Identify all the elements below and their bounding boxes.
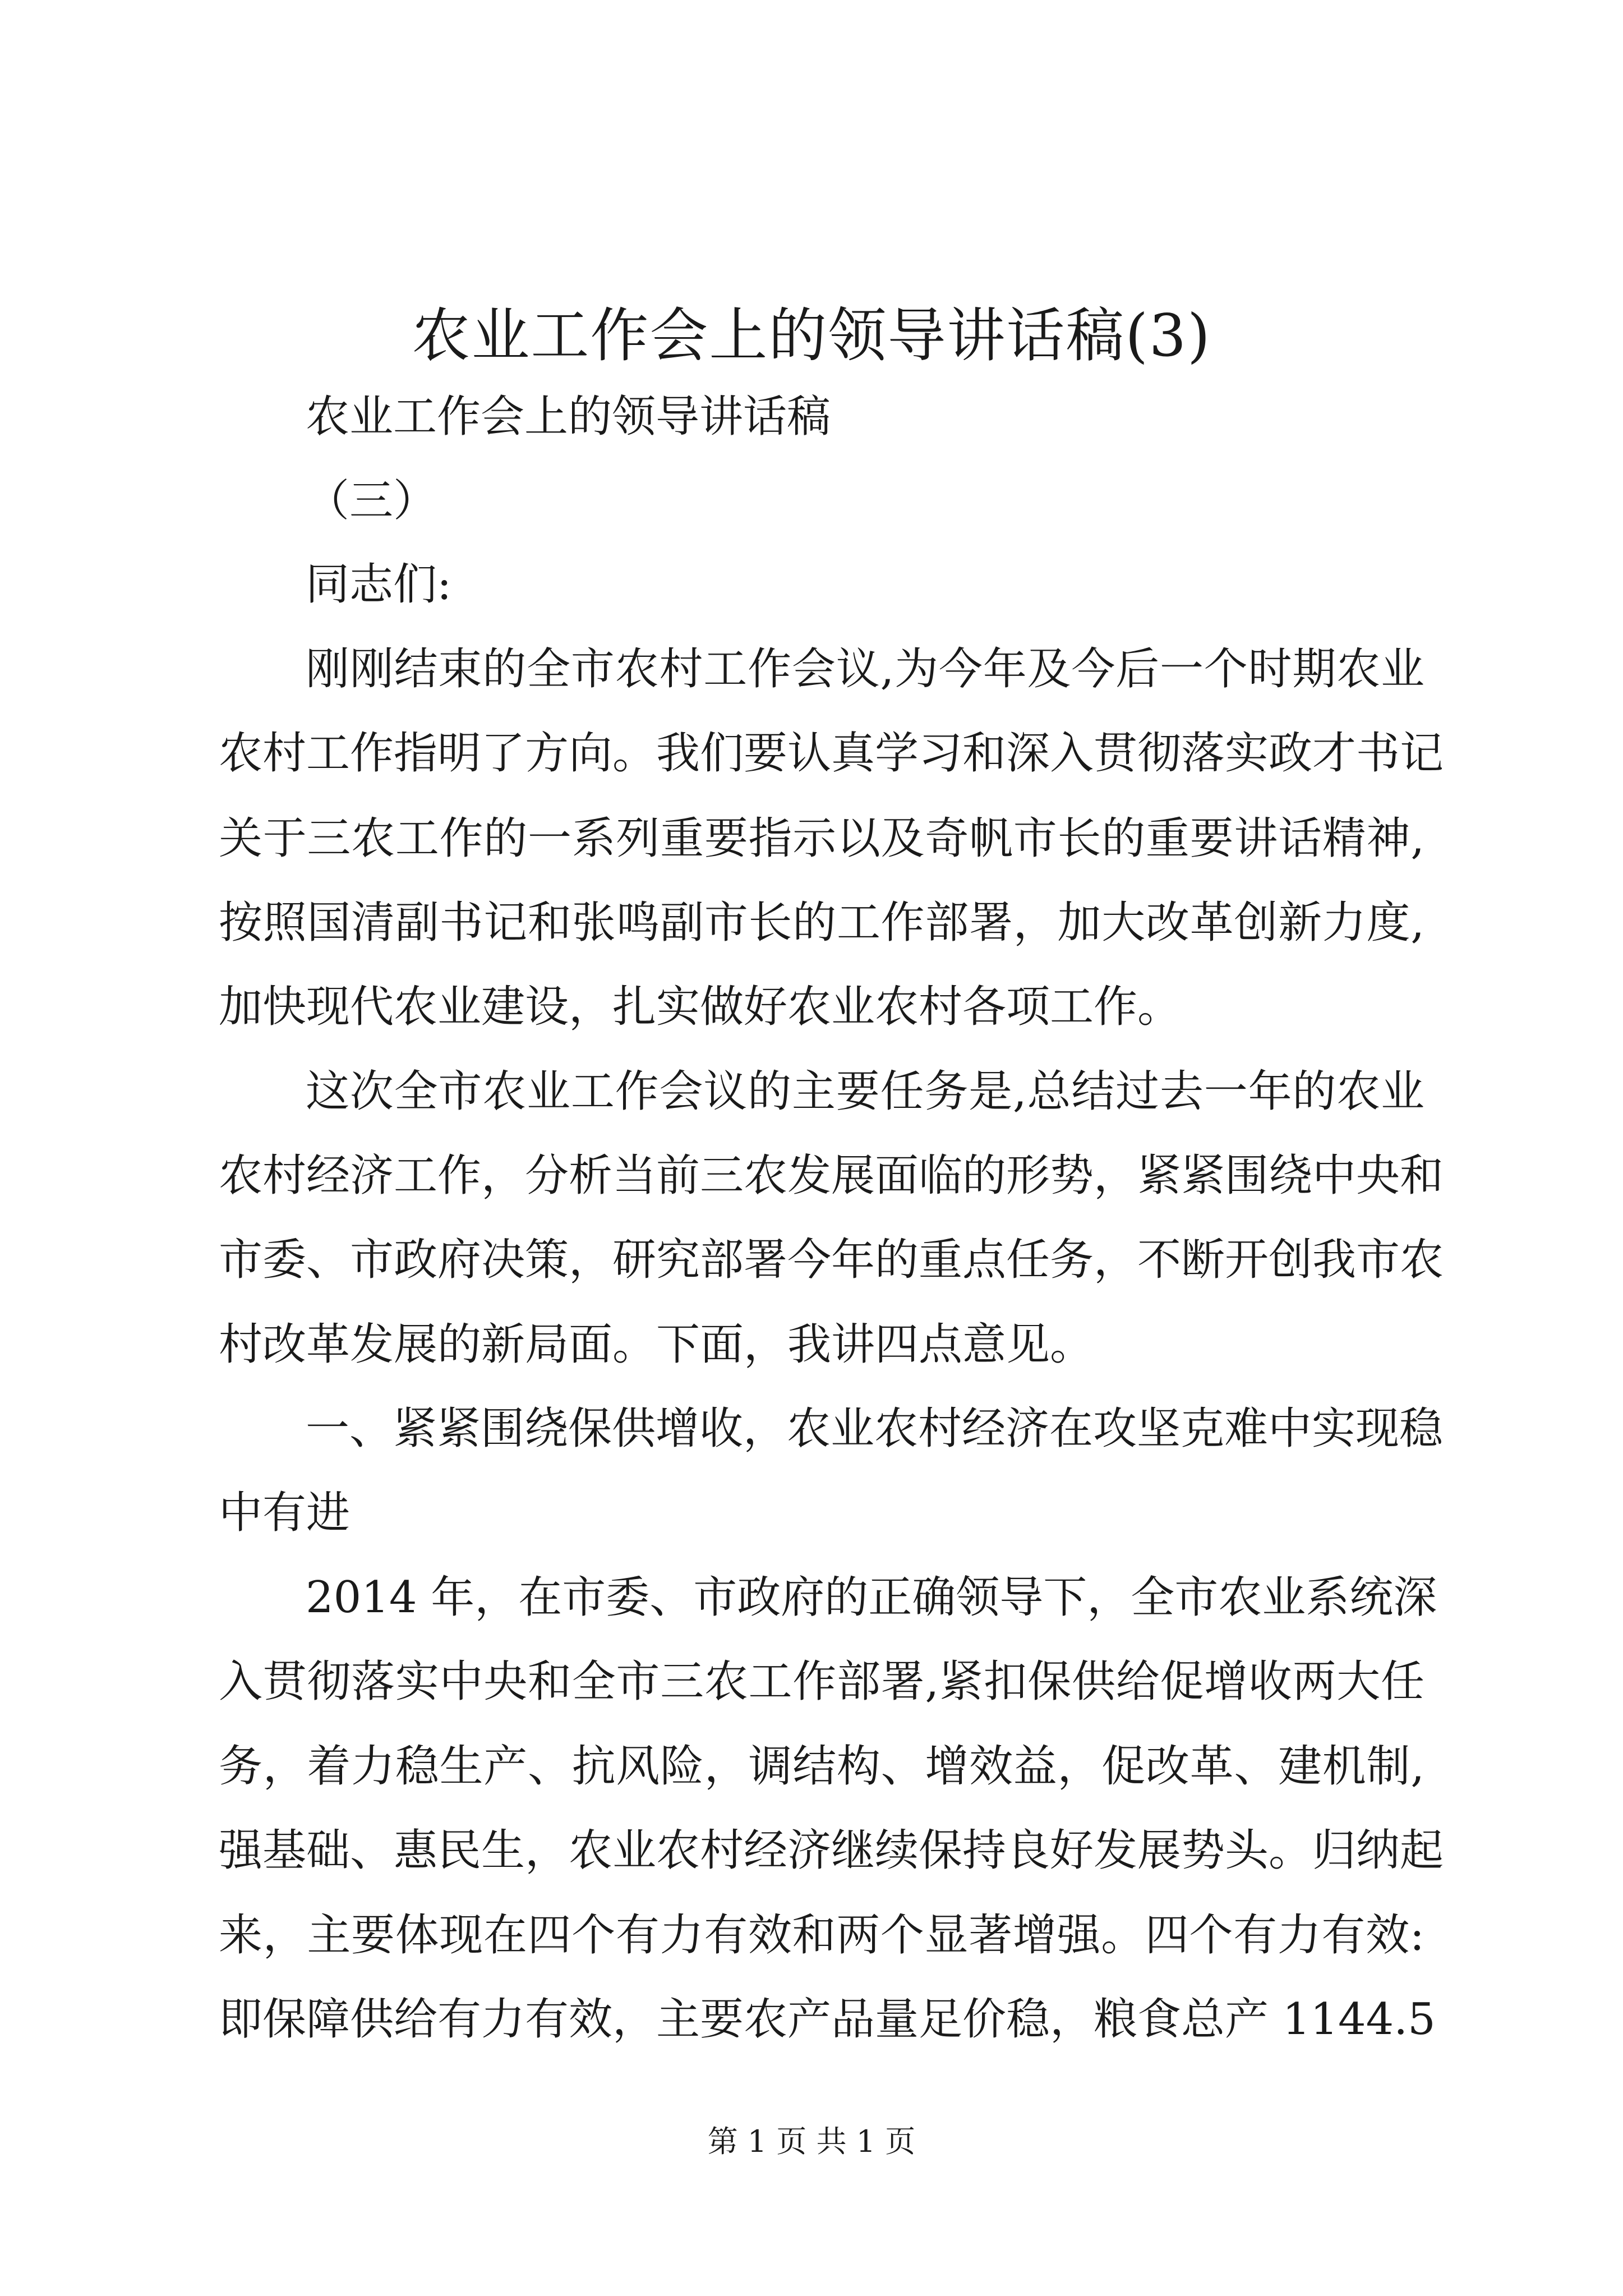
- salutation: 同志们:: [306, 559, 452, 610]
- section-heading-line-2: 中有进: [219, 1488, 351, 1538]
- paragraph-1-line-4: 按照国清副书记和张鸣副市长的工作部署，加大改革创新力度,: [219, 898, 1424, 948]
- paragraph-1-line-1: 刚刚结束的全市农村工作会议,为今年及今后一个时期农业: [306, 644, 1424, 694]
- document-title: 农业工作会上的领导讲话稿(3): [412, 301, 1211, 370]
- paragraph-3-line-2: 入贯彻落实中央和全市三农工作部署,紧扣保供给促增收两大任: [219, 1657, 1424, 1707]
- paragraph-1-line-3: 关于三农工作的一系列重要指示以及奇帆市长的重要讲话精神,: [219, 813, 1424, 864]
- paragraph-1-line-2: 农村工作指明了方向。我们要认真学习和深入贯彻落实政才书记: [219, 728, 1444, 779]
- subtitle-line: 农业工作会上的领导讲话稿: [306, 392, 831, 442]
- paragraph-2-line-4: 村改革发展的新局面。下面，我讲四点意见。: [219, 1319, 1094, 1370]
- paragraph-2-line-1: 这次全市农业工作会议的主要任务是,总结过去一年的农业: [306, 1066, 1424, 1117]
- section-heading-line-1: 一、紧紧围绕保供增收，农业农村经济在攻坚克难中实现稳: [306, 1404, 1444, 1454]
- paragraph-3-line-3: 务，着力稳生产、抗风险，调结构、增效益，促改革、建机制,: [219, 1741, 1424, 1792]
- subtitle-number: （三）: [306, 476, 437, 526]
- paragraph-3-line-6: 即保障供给有力有效，主要农产品量足价稳，粮食总产 1144.5: [219, 1994, 1436, 2045]
- paragraph-3-line-4: 强基础、惠民生，农业农村经济继续保持良好发展势头。归纳起: [219, 1825, 1444, 1876]
- paragraph-3-line-1: 2014 年，在市委、市政府的正确领导下，全市农业系统深: [306, 1572, 1437, 1623]
- page-footer: 第 1 页 共 1 页: [707, 2124, 916, 2159]
- paragraph-2-line-3: 市委、市政府决策，研究部署今年的重点任务，不断开创我市农: [219, 1235, 1444, 1285]
- paragraph-3-line-5: 来，主要体现在四个有力有效和两个显著增强。四个有力有效:: [219, 1910, 1424, 1961]
- paragraph-1-line-5: 加快现代农业建设，扎实做好农业农村各项工作。: [219, 982, 1182, 1032]
- paragraph-2-line-2: 农村经济工作，分析当前三农发展面临的形势，紧紧围绕中央和: [219, 1151, 1444, 1201]
